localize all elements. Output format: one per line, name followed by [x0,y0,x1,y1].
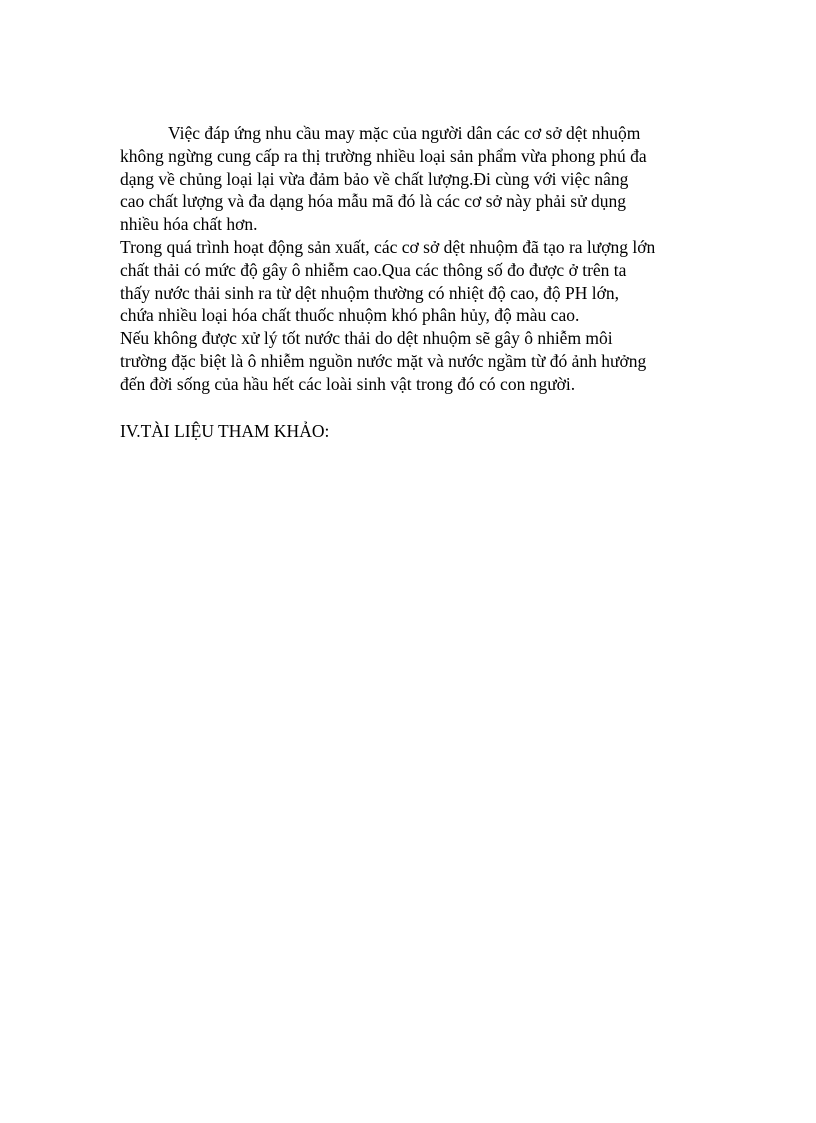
text-line: cao chất lượng và đa dạng hóa mẫu mã đó là các cơ sở này phải sử dụng [120,191,626,212]
text-line: Trong quá trình hoạt động sản xuất, các cơ sở dệt nhuộm đã tạo ra lượng lớn [120,236,656,257]
text-line: đến đời sống của hầu hết các loài sinh vật trong đó có con người. [120,373,576,394]
document-page [120,122,700,442]
text-line: chứa nhiều loại hóa chất thuốc nhuộm khó phân hủy, độ màu cao. [120,305,580,326]
text-line: dạng về chủng loại lại vừa đảm bảo về chất lượng.Đi cùng với việc nâng [120,168,629,189]
text-line: thấy nước thải sinh ra từ dệt nhuộm thường có nhiệt độ cao, độ PH lớn, [120,282,619,303]
paragraph-intro [120,122,700,236]
paragraph-production [120,236,700,327]
text-line: không ngừng cung cấp ra thị trường nhiều loại sản phẩm vừa phong phú đa [120,145,647,166]
text-line: nhiều hóa chất hơn. [120,214,258,235]
paragraph-conclusion [120,327,700,395]
text-line: Nếu không được xử lý tốt nước thải do dệt nhuộm sẽ gây ô nhiễm môi [120,328,613,349]
text-line: Việc đáp ứng nhu cầu may mặc của người dân các cơ sở dệt nhuộm [168,123,641,143]
text-line: chất thải có mức độ gây ô nhiễm cao.Qua các thông số đo được ở trên ta [120,259,627,280]
text-line: trường đặc biệt là ô nhiễm nguồn nước mặt và nước ngầm từ đó ảnh hưởng [120,350,647,371]
section-heading-references: IV.TÀI LIỆU THAM KHẢO: [120,420,330,441]
